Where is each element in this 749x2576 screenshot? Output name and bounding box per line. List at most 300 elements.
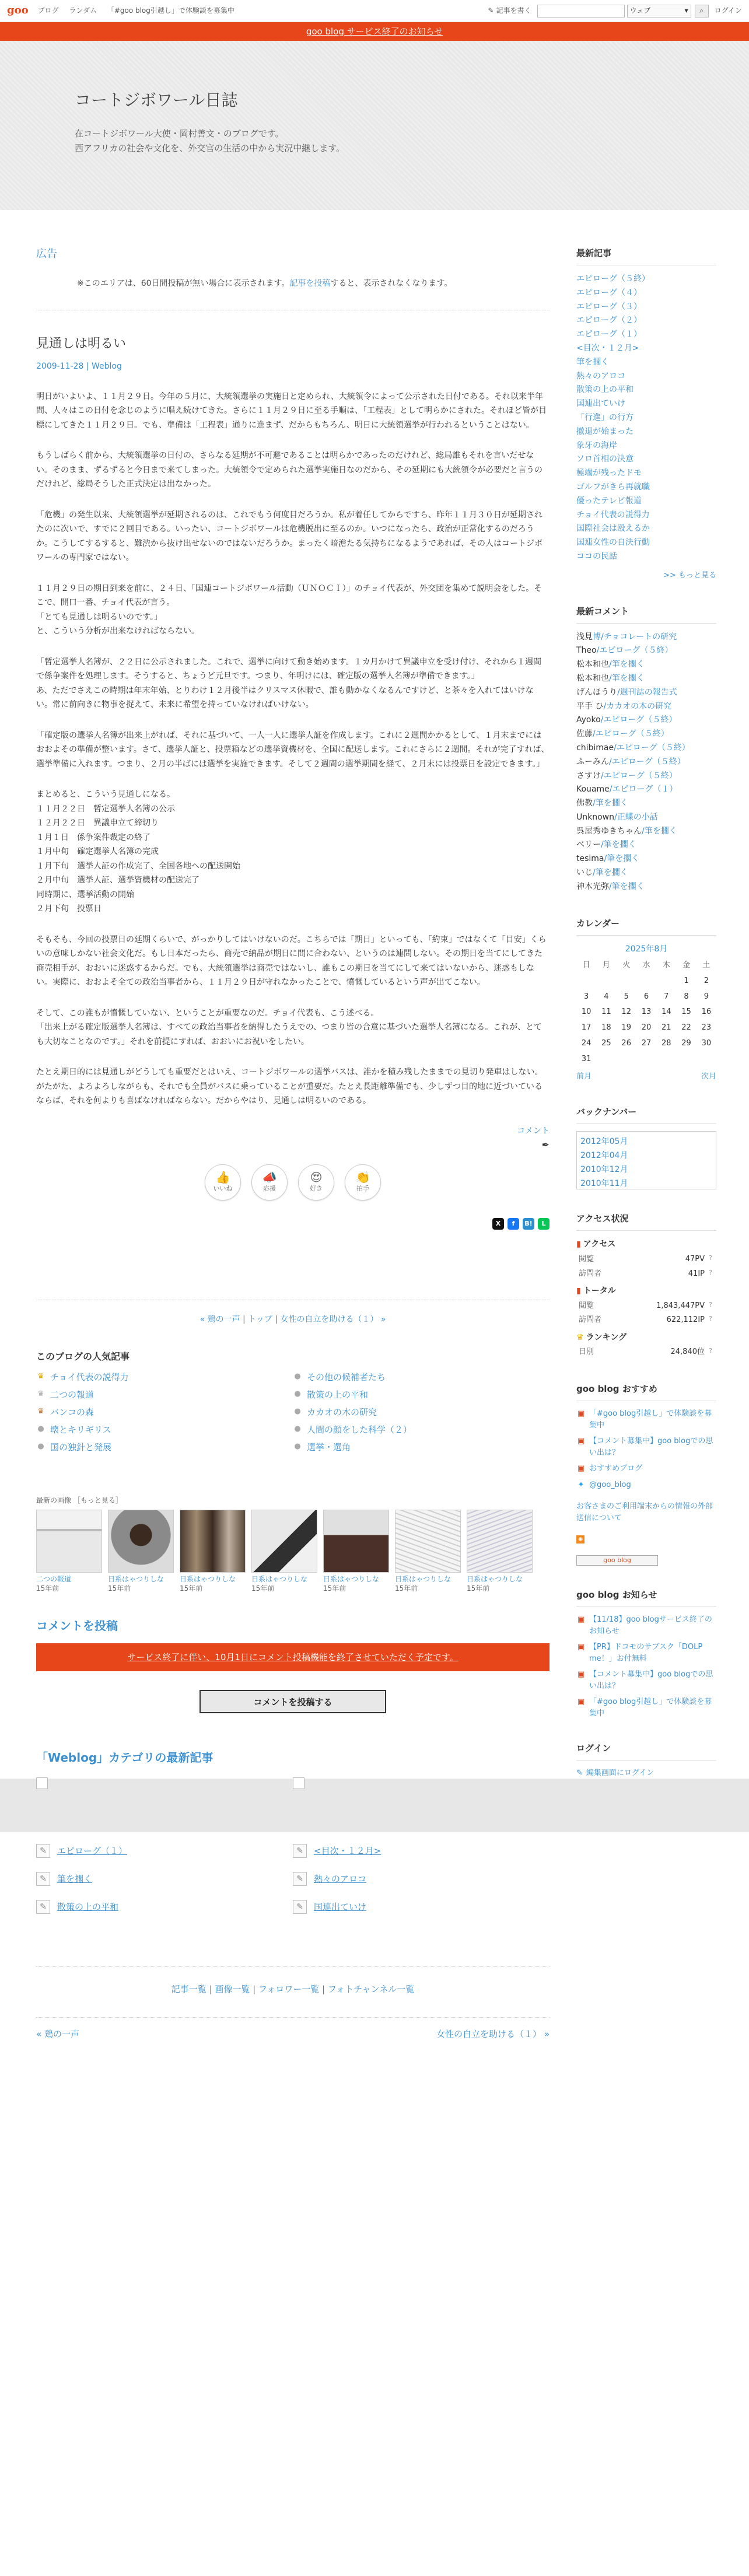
comment-article-link[interactable]: /エピローグ（５終） bbox=[609, 757, 685, 766]
calendar-week bbox=[576, 974, 716, 989]
info-icon[interactable]: ? bbox=[709, 1300, 712, 1308]
category-item[interactable] bbox=[293, 1900, 550, 1914]
meta-separator: | bbox=[83, 362, 92, 372]
recent-comment-item bbox=[576, 631, 716, 645]
pencil-icon: ✎ bbox=[488, 6, 494, 15]
recommend-item[interactable] bbox=[576, 1463, 716, 1475]
badge-icon: ▣ bbox=[577, 1409, 585, 1419]
chevron-down-icon: ▾ bbox=[684, 6, 688, 15]
ad-note-pre: ※このエリアは、60日間投稿が無い場合に表示されます。 bbox=[77, 278, 290, 288]
article-icon bbox=[293, 1777, 304, 1789]
crown-icon: ♛ bbox=[37, 1390, 44, 1399]
calendar-weekday: 金 bbox=[682, 961, 691, 970]
backnumber-item[interactable]: 2012年05月 bbox=[580, 1137, 628, 1147]
access-row bbox=[576, 1267, 716, 1282]
article-icon: ✎ bbox=[36, 1872, 50, 1886]
recent-article-item[interactable]: 熱々のアロコ bbox=[576, 371, 625, 381]
calendar-day: 6 bbox=[643, 992, 649, 1001]
follower-list-link[interactable]: フォロワー一覧 bbox=[258, 1984, 320, 1995]
hatena-share-icon[interactable]: B! bbox=[523, 1218, 534, 1230]
access-row-value: 24,840位 bbox=[670, 1348, 705, 1357]
calendar-day bbox=[676, 1052, 696, 1068]
recent-article-item[interactable]: エピローグ（３） bbox=[576, 302, 642, 312]
calendar-day: 23 bbox=[701, 1023, 712, 1032]
comment-article-link[interactable]: /エピローグ（５終） bbox=[600, 715, 677, 725]
pager-sep: | bbox=[275, 1314, 281, 1324]
reaction-like-button[interactable] bbox=[205, 1164, 241, 1200]
recommend-item[interactable] bbox=[576, 1408, 716, 1431]
entry-paragraph: たとえ期日的には見通しがどうしても重要だとはいえ、コートジボワールの選挙バスは、誰かを積み残したままでの見切り発車はしない。がたがた、よろよろしながらも、それでも全員がバスに乗っていることが重要だ。たとえ長距離準備でも、少しずつ目的地に近づいているならば、それを何よりも喜ばなければならない。だからやはり、見通しは明るいのである。 bbox=[36, 1068, 543, 1106]
ad-note-post: すると、表示されなくなります。 bbox=[330, 278, 453, 288]
entry-paragraph: 「危機」の発生以来、大統領選挙が延期されるのは、これでもう何度目だろうか。私が着任してからですら、昨年１１月３０日が延期されたのに次いで、すでに２回目である。いったい、コートジボワールは危機脱出に至るのか。いつになったら、政治が正常化するのだろうか。こうしてするすると、難渋から抜け出せないのではないだろうか。まったく暗澹たる気持ちになるようであれば、その人はコートジボワールの専門家ではない。 bbox=[36, 510, 542, 563]
reaction-clap-button[interactable] bbox=[345, 1164, 381, 1200]
image-title: 二つの報道 bbox=[36, 1574, 72, 1583]
image-list-link[interactable]: 画像一覧 bbox=[215, 1984, 250, 1995]
access-row bbox=[576, 1252, 716, 1267]
recent-article-item[interactable]: 象牙の海岸 bbox=[576, 440, 617, 450]
comment-article-link[interactable]: 博/チョコレートの研究 bbox=[593, 632, 677, 642]
article-icon: ✎ bbox=[36, 1900, 50, 1914]
calendar-weekday: 木 bbox=[662, 961, 670, 970]
blog-header bbox=[0, 41, 749, 210]
news-item[interactable] bbox=[576, 1669, 716, 1692]
calendar-week bbox=[576, 1052, 716, 1068]
badge-icon: ▣ bbox=[577, 1615, 585, 1625]
entry-category-link[interactable]: Weblog bbox=[92, 362, 122, 372]
goo-blog-badge-row bbox=[576, 1555, 716, 1566]
reaction-label: 好き bbox=[310, 1184, 323, 1192]
image-card[interactable] bbox=[108, 1510, 174, 1593]
comment-article-link[interactable]: /筆を擱く bbox=[609, 881, 645, 891]
badge-icon: ▣ bbox=[577, 1698, 585, 1707]
reaction-cheer-button[interactable] bbox=[251, 1164, 288, 1200]
calendar-day bbox=[696, 1052, 716, 1068]
comment-article-link[interactable]: /筆を擱く bbox=[604, 854, 640, 864]
backnumber-item[interactable]: 2010年11月 bbox=[580, 1178, 628, 1188]
next-entry-link[interactable]: 女性の自立を助ける（１） » bbox=[436, 2029, 550, 2040]
popular-item-label: 人間の顔をした科学（２） bbox=[307, 1424, 412, 1435]
backnumber bbox=[576, 1105, 716, 1189]
calendar-day: 12 bbox=[621, 1007, 631, 1017]
access-row-value: 47PV bbox=[685, 1254, 705, 1264]
image-age: 15年前 bbox=[251, 1584, 275, 1592]
photo-channel-list-link[interactable]: フォトチャンネル一覧 bbox=[327, 1984, 415, 1995]
search-icon: ⌕ bbox=[699, 6, 704, 15]
recent-comment-item bbox=[576, 700, 716, 714]
ranking-label: ランキング bbox=[586, 1332, 627, 1342]
image-title: 日系はゃつりしな bbox=[180, 1574, 236, 1583]
calendar-day: 8 bbox=[684, 992, 689, 1001]
next-entry-link[interactable]: 女性の自立を助ける（１） » bbox=[280, 1314, 386, 1324]
calendar-month[interactable]: 2025年8月 bbox=[625, 944, 668, 954]
calendar-day bbox=[656, 974, 676, 989]
total-label: トータル bbox=[583, 1286, 616, 1296]
recommend-item[interactable] bbox=[576, 1479, 716, 1491]
bullet-icon: ● bbox=[294, 1424, 301, 1434]
recommend-label: おすすめブログ bbox=[589, 1464, 643, 1474]
comment-article-link[interactable]: /筆を擱く bbox=[601, 840, 636, 850]
popular-item[interactable] bbox=[293, 1405, 550, 1419]
comment-article-link[interactable]: /カカオの木の研究 bbox=[603, 701, 672, 711]
recent-comments-list bbox=[576, 631, 716, 894]
image-age: 15年前 bbox=[36, 1584, 60, 1592]
comment-article-link[interactable]: /エピローグ（５終） bbox=[601, 771, 677, 780]
editor-login-label: 編集画面にログイン bbox=[586, 1769, 654, 1778]
recommend-label: 【コメント募集中】goo blogでの思い出は？ bbox=[589, 1437, 713, 1457]
write-article-link[interactable] bbox=[488, 5, 531, 16]
recent-article-item[interactable]: 極端が残ったドモ bbox=[576, 468, 642, 478]
popular-item-label: 散策の上の平和 bbox=[307, 1389, 369, 1400]
calendar-weekday: 月 bbox=[602, 961, 610, 970]
calendar-week bbox=[576, 989, 716, 1005]
recent-comment-item bbox=[576, 727, 716, 741]
comment-article-link[interactable]: /エピローグ（５終） bbox=[593, 729, 669, 739]
backnumber-title: バックナンバー bbox=[576, 1105, 716, 1124]
category-item[interactable] bbox=[293, 1844, 550, 1858]
category-item-link[interactable]: 熱々のアロコ bbox=[314, 1874, 367, 1885]
backnumber-item[interactable]: 2010年12月 bbox=[580, 1165, 628, 1175]
entry-paragraph: まとめると、こういう見通しになる。 １１月２２日 暫定選挙人名簿の公示 １２月２２日 異議申立て締切り １月１日 係争案件裁定の終了 １月中旬 確定選挙人名簿の完成 １月下旬 選挙人証の作成完了、全国各地への配送開始 ２月中旬 選挙人証、選挙資機材の配送完了 同時期に、選挙活動の開始 ２月下旬 投票日 bbox=[36, 790, 240, 914]
heart-eyes-icon: 😍 bbox=[310, 1170, 323, 1184]
recent-article-item[interactable]: エピローグ（２） bbox=[576, 316, 642, 326]
comment-author: 呉屋秀ゆきちゃん bbox=[576, 826, 642, 836]
calendar-day bbox=[636, 974, 656, 989]
popular-item[interactable] bbox=[293, 1423, 550, 1437]
news-item[interactable] bbox=[576, 1642, 716, 1664]
comment-author: さすけ bbox=[576, 771, 601, 780]
info-icon[interactable]: ? bbox=[709, 1347, 712, 1355]
footer-sep: | bbox=[319, 1984, 328, 1995]
blog-description-line2: 西アフリカの社会や文化を、外交官の生活の中から実況中継します。 bbox=[75, 143, 345, 154]
recent-article-item[interactable]: エピローグ（５終） bbox=[576, 274, 650, 284]
calendar-day bbox=[636, 1052, 656, 1068]
recent-comment-item bbox=[576, 769, 716, 783]
recent-comment-item bbox=[576, 658, 716, 672]
blog-description-line1: 在コートジボワール大使・岡村善文・のブログです。 bbox=[75, 128, 284, 139]
info-icon[interactable]: ? bbox=[709, 1254, 712, 1262]
recent-comment-item bbox=[576, 866, 716, 880]
access-row-label: 訪問者 bbox=[579, 1269, 602, 1278]
popular-item-label: 国の独針と発展 bbox=[50, 1441, 112, 1452]
article-icon: ✎ bbox=[293, 1900, 307, 1914]
popular-item[interactable] bbox=[36, 1405, 293, 1419]
twitter-icon: ✦ bbox=[578, 1480, 584, 1489]
service-end-link[interactable]: goo blog サービス終了のお知らせ bbox=[306, 26, 443, 37]
x-share-icon[interactable]: X bbox=[492, 1218, 504, 1230]
goo-news bbox=[576, 1588, 716, 1719]
image-thumbnail bbox=[251, 1510, 317, 1573]
next-month-link[interactable]: 次月 bbox=[701, 1072, 716, 1081]
category-item-link[interactable]: エピローグ（１） bbox=[57, 1846, 128, 1857]
access-row-value: 1,843,447PV bbox=[656, 1301, 705, 1310]
popular-item[interactable] bbox=[36, 1440, 293, 1454]
content-wrap bbox=[0, 246, 749, 2111]
access-status bbox=[576, 1212, 716, 1360]
ad-title: 広告 bbox=[36, 248, 57, 260]
comment-author: 浅見 bbox=[576, 632, 593, 642]
recent-comment-item bbox=[576, 686, 716, 700]
search-scope-select[interactable] bbox=[627, 5, 691, 18]
latest-images-header[interactable]: 最新の画像 ［もっと見る］ bbox=[36, 1496, 123, 1504]
category-item[interactable] bbox=[36, 1872, 293, 1886]
facebook-share-icon[interactable]: f bbox=[508, 1218, 519, 1230]
top-link[interactable]: トップ bbox=[248, 1314, 272, 1324]
comment-author: 松本和也 bbox=[576, 660, 609, 670]
recommend-item[interactable] bbox=[576, 1436, 716, 1458]
recent-comment-item bbox=[576, 644, 716, 658]
calendar-week bbox=[576, 1036, 716, 1052]
category-item[interactable] bbox=[36, 1900, 293, 1914]
category-item-link[interactable]: 筆を擱く bbox=[57, 1874, 93, 1885]
image-age: 15年前 bbox=[323, 1584, 346, 1592]
comment-author: Unknown bbox=[576, 812, 614, 822]
comment-end-notice bbox=[36, 1643, 550, 1671]
recent-comment-item bbox=[576, 838, 716, 852]
line-share-icon[interactable]: L bbox=[538, 1218, 550, 1230]
category-item-link[interactable]: <目次・１２月> bbox=[314, 1846, 382, 1857]
popular-item[interactable] bbox=[293, 1440, 550, 1454]
pen-icon[interactable]: ✒ bbox=[541, 1139, 550, 1151]
calendar-day bbox=[576, 974, 596, 989]
comment-end-notice-text[interactable]: サービス終了に伴い、10月1日にコメント投稿機能を終了させていただく予定です。 bbox=[127, 1652, 459, 1663]
recent-article-item[interactable]: 国際社会は殴えるか bbox=[576, 524, 650, 534]
image-card[interactable] bbox=[467, 1510, 533, 1593]
recent-comment-item bbox=[576, 811, 716, 825]
bullet-icon: ● bbox=[294, 1407, 301, 1416]
comment-article-link[interactable]: /筆を擱く bbox=[593, 799, 628, 808]
prev-month-link[interactable]: 前月 bbox=[576, 1072, 592, 1081]
recent-article-item[interactable]: 筆を擱く bbox=[576, 357, 609, 367]
image-title: 日系はゃつりしな bbox=[251, 1574, 308, 1583]
recent-article-item[interactable]: エピローグ（１） bbox=[576, 330, 642, 340]
category-item-link[interactable]: 国連出ていけ bbox=[314, 1902, 367, 1913]
calendar-day: 31 bbox=[581, 1054, 592, 1063]
calendar-day: 30 bbox=[701, 1039, 712, 1048]
editor-login-link[interactable] bbox=[576, 1768, 716, 1780]
image-thumbnail bbox=[180, 1510, 246, 1573]
recent-article-item[interactable]: ソロ首相の決意 bbox=[576, 454, 634, 464]
share-buttons bbox=[36, 1218, 550, 1230]
image-card[interactable] bbox=[323, 1510, 389, 1593]
recent-article-item[interactable]: ココの民話 bbox=[576, 551, 617, 561]
popular-item-label: その他の候補者たち bbox=[307, 1371, 386, 1382]
image-age: 15年前 bbox=[395, 1584, 418, 1592]
recent-articles-list bbox=[576, 272, 716, 564]
calendar-day: 2 bbox=[704, 976, 709, 985]
calendar-day: 10 bbox=[581, 1007, 592, 1017]
footer-sep: | bbox=[250, 1984, 258, 1995]
nav-blog-link[interactable]: ブログ bbox=[37, 6, 59, 15]
comment-link[interactable]: コメント bbox=[517, 1126, 550, 1136]
login-link[interactable]: ログイン bbox=[714, 6, 742, 15]
comment-author: Ayoko bbox=[576, 715, 601, 725]
image-age: 15年前 bbox=[108, 1584, 131, 1592]
image-title: 日系はゃつりしな bbox=[395, 1574, 452, 1583]
backnumber-list[interactable] bbox=[576, 1131, 716, 1189]
calendar-day: 24 bbox=[581, 1039, 592, 1048]
rss-icon[interactable]: ◉ bbox=[576, 1535, 584, 1544]
comment-article-link[interactable]: /筆を擱く bbox=[593, 868, 628, 878]
calendar-day: 26 bbox=[621, 1039, 631, 1048]
comment-article-link[interactable]: /エピローグ（５終） bbox=[596, 646, 673, 656]
comment-article-link[interactable]: /エピローグ（１） bbox=[609, 785, 678, 794]
image-card[interactable] bbox=[251, 1510, 317, 1593]
popular-item-label: 二つの報道 bbox=[50, 1389, 94, 1400]
search-button[interactable] bbox=[695, 5, 709, 18]
ad-note bbox=[36, 277, 550, 290]
recent-article-item[interactable]: エピローグ（４） bbox=[576, 288, 642, 298]
article-icon: ✎ bbox=[293, 1844, 307, 1858]
crown-icon: ♛ bbox=[576, 1332, 584, 1342]
access-subheading bbox=[576, 1238, 716, 1251]
image-title: 日系はゃつりしな bbox=[467, 1574, 523, 1583]
image-thumbnail bbox=[323, 1510, 389, 1573]
recent-article-item[interactable]: 国連出ていけ bbox=[576, 399, 625, 409]
clap-icon: 👏 bbox=[355, 1170, 370, 1184]
bullet-icon: ● bbox=[294, 1372, 301, 1381]
info-icon[interactable]: ? bbox=[709, 1268, 712, 1276]
nav-random-link[interactable]: ランダム bbox=[69, 6, 97, 15]
comment-article-link[interactable]: /筆を擱く bbox=[609, 660, 645, 670]
popular-item[interactable] bbox=[293, 1388, 550, 1402]
entry-paragraph: １１月２９日の期日到来を前に、２４日、「国連コートジボワール活動（ＵＮＯＣＩ）」のチョイ代表が、外交団を集めて説明会をした。そこで、開口一番、チョイ代表が言う。 「とても見通しは明るいのです。」 と、こういう分析が出来なければならない。 bbox=[36, 583, 542, 636]
comment-article-link[interactable]: /筆を擱く bbox=[642, 826, 677, 836]
comment-article-link[interactable]: /週刊誌の報告式 bbox=[617, 687, 677, 697]
recent-article-item[interactable]: 「行進」の行方 bbox=[576, 412, 634, 422]
calendar-title: カレンダー bbox=[576, 916, 716, 936]
reaction-love-button[interactable] bbox=[298, 1164, 334, 1200]
post-comment-button[interactable]: コメントを投稿する bbox=[200, 1690, 386, 1713]
recent-article-item[interactable]: 国連女性の自決行動 bbox=[576, 538, 650, 548]
search-input[interactable] bbox=[537, 5, 625, 18]
comment-author: 平手 ひ bbox=[576, 701, 604, 711]
popular-item[interactable] bbox=[36, 1370, 293, 1384]
recent-comment-item bbox=[576, 672, 716, 686]
comment-author: chibimae bbox=[576, 743, 614, 752]
recent-comment-item bbox=[576, 852, 716, 866]
calendar-day: 18 bbox=[601, 1023, 611, 1032]
entry-paragraph: 「暫定選挙人名簿が、２２日に公示されました。これで、選挙に向けて動き始めます。１カ月かけて異議申立を受け付け、それから１週間で係争案件を処理します。そうすると、ちょうど元旦です。つまり、年明けには、確定版の選挙人名簿が準備できます。」 あ、ただでさえこの時期は年末年始、とりわけ１２月後半はクリスマス休暇で、誰も動かなくなるんですけど、と茶々を入れてはいけない。常に前向きに物事を捉えて、未来に希望を持っていなければいけない。 bbox=[36, 657, 542, 710]
prev-entry-link[interactable]: « 鶏の一声 bbox=[200, 1314, 240, 1324]
comment-author: 佛教 bbox=[576, 799, 593, 808]
badge-icon: ▣ bbox=[577, 1670, 585, 1679]
entry-paragraph: そもそも、今回の投票日の延期くらいで、がっかりしてはいけないのだ。こちらでは「期日」といっても、「約束」ではなくて「目安」くらいの意味しかない社会文化だ。もし日本だったら、商売で納品が期日に間に合わない、というのは連問しない。その期日を当てにしてきた商売相手が、おおいに迷惑するからだ。でも、大統領選挙は商売ではないし、誰もこの期日を当てにして来てはいないから、迷惑もしない。実際に、おおよそ全ての政治当事者から、１１月２９日が守れなかったことで、憤慨しているという声が出てこない。 bbox=[36, 935, 547, 988]
image-title: 日系はゃつりしな bbox=[108, 1574, 164, 1583]
image-card[interactable] bbox=[36, 1510, 102, 1593]
reaction-label: 拍手 bbox=[356, 1184, 369, 1192]
post-article-link[interactable]: 記事を投稿 bbox=[289, 278, 331, 288]
bullet-icon: ● bbox=[294, 1390, 301, 1399]
news-item[interactable] bbox=[576, 1696, 716, 1719]
comment-author: Kouame bbox=[576, 785, 610, 794]
category-item[interactable] bbox=[36, 1844, 293, 1858]
recent-comments bbox=[576, 604, 716, 894]
recent-articles-title: 最新記事 bbox=[576, 246, 716, 265]
more-link[interactable]: >> もっと見る bbox=[663, 570, 716, 580]
access-row bbox=[576, 1313, 716, 1328]
comment-author: げんほうり bbox=[576, 687, 617, 697]
category-item[interactable] bbox=[293, 1872, 550, 1886]
popular-item[interactable] bbox=[36, 1388, 293, 1402]
goo-logo[interactable]: goo bbox=[7, 4, 29, 17]
comment-article-link[interactable]: /正蝶の小話 bbox=[614, 812, 658, 822]
comment-article-link[interactable]: /筆を擱く bbox=[609, 673, 645, 683]
comment-author: ふーみん bbox=[576, 757, 609, 766]
popular-item[interactable] bbox=[36, 1423, 293, 1437]
article-list-link[interactable]: 記事一覧 bbox=[171, 1984, 206, 1995]
comment-author: Theo bbox=[576, 646, 597, 656]
news-label: 【11/18】goo blogサービス終了のお知らせ bbox=[589, 1615, 712, 1636]
calendar-day: 29 bbox=[681, 1039, 691, 1048]
entry-pager bbox=[36, 1300, 550, 1326]
badge-icon: ▣ bbox=[577, 1643, 585, 1652]
login-title: ログイン bbox=[576, 1741, 716, 1760]
prev-entry-link[interactable]: « 鶏の一声 bbox=[36, 2029, 79, 2040]
access-subheading bbox=[576, 1331, 716, 1344]
badge-icon: ▣ bbox=[577, 1464, 585, 1474]
calendar-day: 15 bbox=[681, 1007, 691, 1017]
twitter-label: @goo_blog bbox=[589, 1480, 631, 1489]
calendar-day: 20 bbox=[641, 1023, 652, 1032]
recent-article-item[interactable]: 散策の上の平和 bbox=[576, 385, 634, 395]
access-row-value: 41IP bbox=[688, 1269, 705, 1278]
entry-date-link[interactable]: 2009-11-28 bbox=[36, 362, 84, 372]
recent-comment-item bbox=[576, 741, 716, 755]
news-list bbox=[576, 1614, 716, 1719]
recent-articles bbox=[576, 246, 716, 582]
recent-comment-item bbox=[576, 755, 716, 769]
goo-recommend bbox=[576, 1382, 716, 1566]
top-bar bbox=[0, 0, 749, 22]
comment-article-link[interactable]: /エピローグ（５終） bbox=[614, 743, 690, 752]
calendar bbox=[576, 916, 716, 1083]
nav-campaign-link[interactable]: 「#goo blog引越し」で体験談を募集中 bbox=[107, 6, 235, 15]
crown-icon: ♛ bbox=[37, 1372, 44, 1381]
recent-article-item[interactable]: チョイ代表の説得力 bbox=[576, 510, 650, 520]
backnumber-item[interactable]: 2012年04月 bbox=[580, 1151, 628, 1161]
news-item[interactable] bbox=[576, 1614, 716, 1637]
top-nav bbox=[38, 5, 243, 16]
category-item-link[interactable]: 散策の上の平和 bbox=[57, 1902, 119, 1913]
recent-comments-title: 最新コメント bbox=[576, 604, 716, 624]
login-block bbox=[576, 1741, 716, 1780]
recent-article-item[interactable]: ゴルフがきら再就職 bbox=[576, 482, 650, 492]
external-data-note[interactable]: お客さまのご利用端末からの情報の外部送信について bbox=[576, 1502, 713, 1522]
reaction-buttons bbox=[36, 1164, 550, 1200]
goo-blog-badge[interactable]: goo blog bbox=[576, 1555, 658, 1566]
search-scope-value: ウェブ bbox=[629, 6, 651, 15]
category-band bbox=[0, 1779, 749, 1832]
calendar-day: 13 bbox=[641, 1007, 652, 1017]
image-card[interactable] bbox=[180, 1510, 246, 1593]
image-title: 日系はゃつりしな bbox=[323, 1574, 380, 1583]
bullet-icon: ● bbox=[37, 1424, 44, 1434]
calendar-weekdays bbox=[576, 958, 716, 974]
access-row-label: 閲覧 bbox=[579, 1254, 594, 1264]
news-title: goo blog お知らせ bbox=[576, 1588, 716, 1607]
entry-paragraph: もうしばらく前から、大統領選挙の日付の、さらなる延期が不可避であることは明らかであったのだけれど、総局誰もそれを言いだせない。そのまま、ずるずると今日まで来てしまった。大統領令で定められた選挙実施日なのだから、その延期にも大統領令が必要だと言うのだけれど、総局そうした正式決定は出なかった。 bbox=[36, 451, 542, 489]
recent-article-item[interactable]: 優ったテレビ報道 bbox=[576, 496, 642, 506]
recent-comment-item bbox=[576, 783, 716, 797]
recent-article-item[interactable]: <目次・１２月> bbox=[576, 343, 639, 353]
image-card[interactable] bbox=[395, 1510, 461, 1593]
recent-article-item[interactable]: 撤退が始まった bbox=[576, 426, 634, 436]
popular-item[interactable] bbox=[293, 1370, 550, 1384]
info-icon[interactable]: ? bbox=[709, 1315, 712, 1323]
blog-title[interactable]: コートジボワール日誌 bbox=[75, 90, 238, 110]
bullet-icon: ● bbox=[294, 1442, 301, 1451]
calendar-day: 7 bbox=[664, 992, 669, 1001]
